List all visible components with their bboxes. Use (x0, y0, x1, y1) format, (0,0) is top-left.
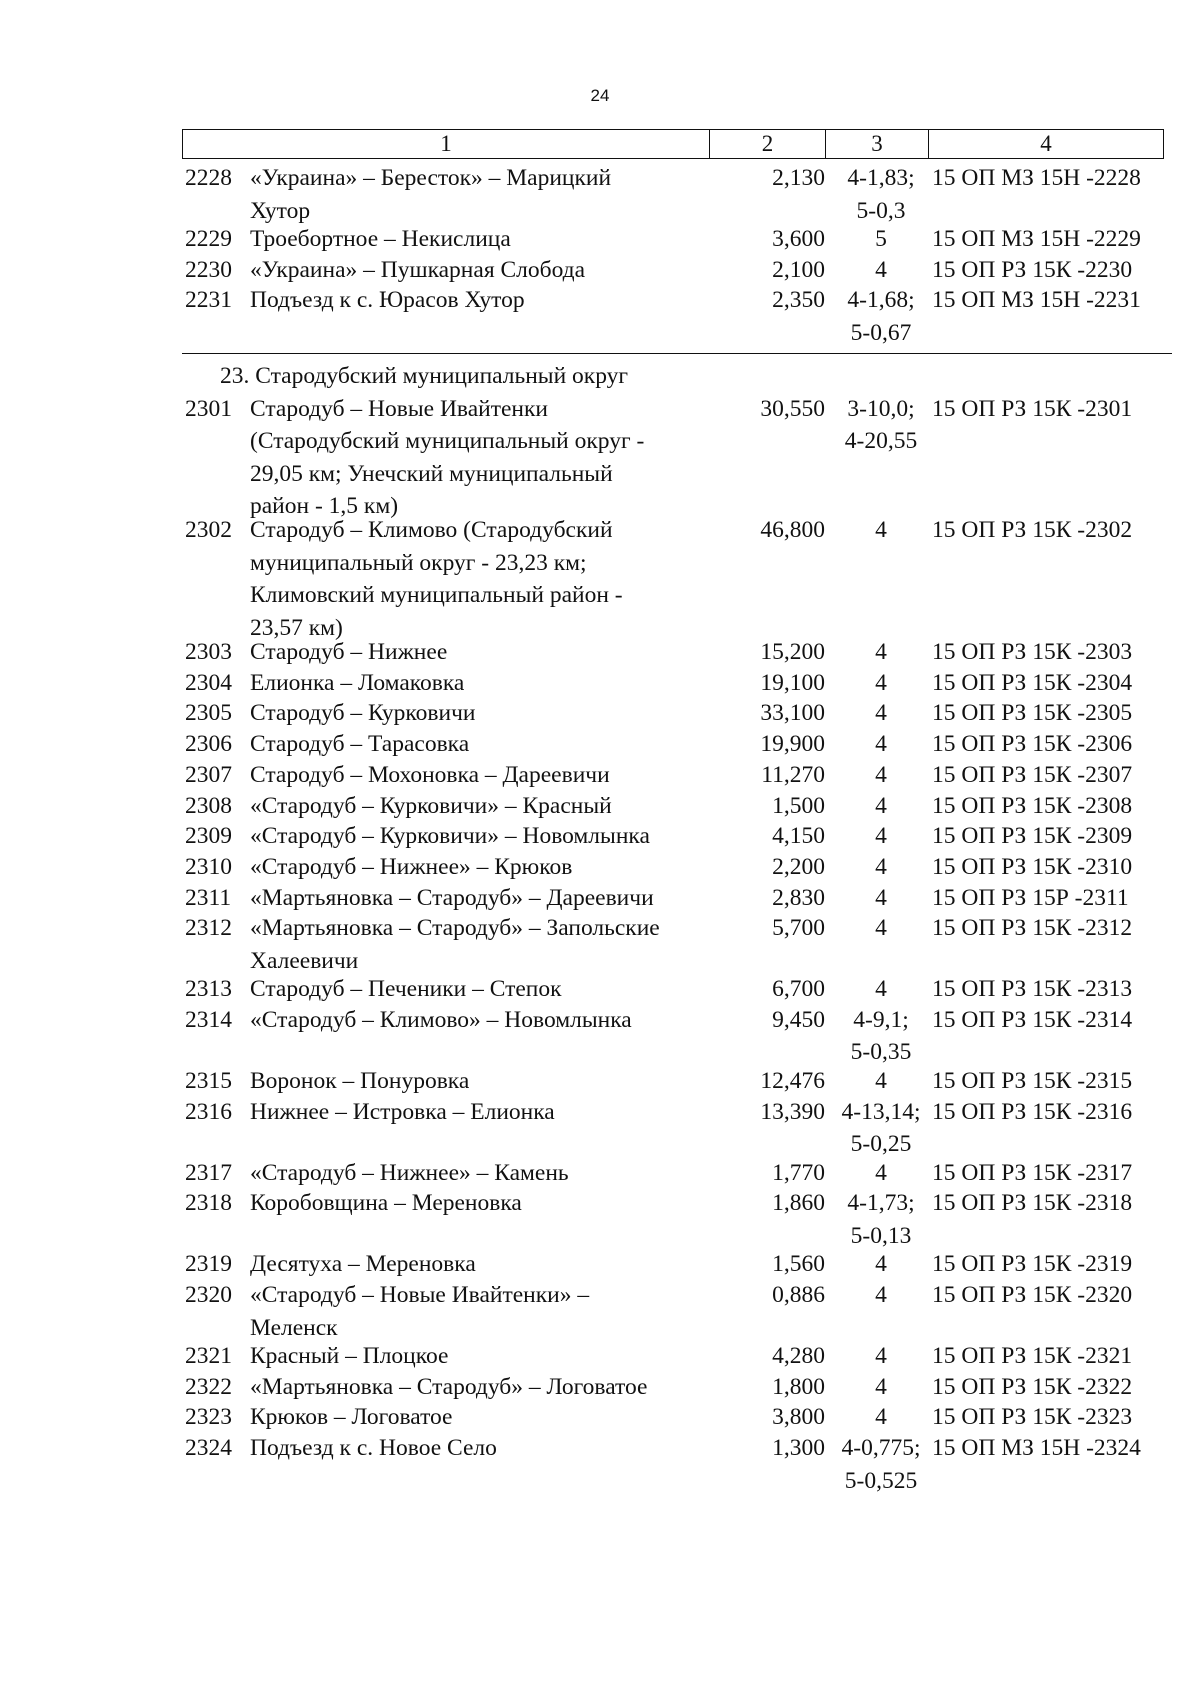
road-name-line: «Стародуб – Нижнее» – Камень (250, 1159, 569, 1186)
road-name (250, 1371, 720, 1404)
table-row (182, 1432, 1172, 1493)
road-name (250, 882, 720, 915)
road-name (250, 514, 720, 644)
road-id: 15 ОП РЗ 15К -2321 (932, 1343, 1133, 1369)
road-category-line: 5-0,3 (856, 197, 906, 224)
road-number: 2308 (185, 792, 232, 819)
table-row (182, 254, 1172, 285)
road-name (250, 1065, 720, 1098)
road-name-line: «Стародуб – Курковичи» – Красный (250, 792, 612, 819)
road-name (250, 1432, 720, 1465)
road-category (826, 393, 936, 458)
road-length: 19,100 (760, 669, 825, 696)
road-length: 9,450 (772, 1006, 825, 1033)
road-number: 2229 (185, 226, 232, 252)
road-id: 15 ОП РЗ 15К -2305 (932, 700, 1133, 727)
road-category (826, 1187, 936, 1252)
road-category-line: 5-0,35 (850, 1039, 912, 1066)
table-row (182, 912, 1172, 973)
road-name-line: Десятуха – Мереновка (250, 1251, 476, 1278)
road-length: 2,830 (772, 884, 825, 911)
table-row (182, 1371, 1172, 1402)
road-length: 1,860 (772, 1190, 825, 1217)
table-row (182, 1004, 1172, 1065)
road-length: 33,100 (760, 700, 825, 727)
road-name (250, 728, 720, 761)
road-name-line: «Стародуб – Климово» – Новомлынка (250, 1006, 632, 1033)
road-length: 1,560 (772, 1251, 825, 1278)
road-category-line: 4 (875, 517, 887, 544)
road-category-line: 5-0,13 (850, 1222, 912, 1249)
road-length: 15,200 (760, 639, 825, 666)
road-number: 2314 (185, 1006, 232, 1033)
road-table-body (182, 162, 1172, 1493)
road-name (250, 1279, 720, 1344)
road-name (250, 759, 720, 792)
road-category-line: 4-20,55 (844, 428, 918, 455)
road-name-line: Стародуб – Новые Ивайтенки (250, 395, 548, 422)
road-number: 2309 (185, 823, 232, 850)
road-id: 15 ОП РЗ 15К -2319 (932, 1251, 1133, 1278)
road-id: 15 ОП МЗ 15Н -2324 (932, 1435, 1141, 1462)
road-category-line: 4-13,14; (841, 1098, 921, 1125)
rows-group-23 (182, 393, 1172, 1493)
road-number: 2311 (185, 884, 232, 911)
table-row (182, 162, 1172, 223)
road-id: 15 ОП МЗ 15Н -2231 (932, 287, 1141, 314)
road-name-line: «Украина» – Бересток» – Марицкий (250, 165, 612, 191)
road-name-line: Воронок – Понуровка (250, 1067, 470, 1094)
road-number: 2324 (185, 1435, 232, 1462)
page-number: 24 (590, 86, 610, 105)
header-col-1: 1 (183, 130, 710, 158)
road-id: 15 ОП РЗ 15К -2316 (932, 1098, 1133, 1125)
road-category-line: 4-1,83; (847, 165, 915, 191)
road-name-line: «Стародуб – Новые Ивайтенки» – (250, 1282, 590, 1308)
road-name-line: «Стародуб – Курковичи» – Новомлынка (250, 823, 650, 850)
road-name (250, 820, 720, 853)
road-name (250, 393, 720, 523)
road-id: 15 ОП РЗ 15К -2314 (932, 1006, 1133, 1033)
road-name (250, 162, 720, 227)
road-length: 1,300 (772, 1435, 825, 1462)
road-name-line: Подъезд к с. Юрасов Хутор (250, 287, 525, 314)
road-length: 46,800 (760, 517, 825, 544)
road-category (826, 1401, 936, 1434)
road-category (826, 1157, 936, 1190)
table-row (182, 393, 1172, 520)
road-length: 30,550 (760, 395, 825, 422)
road-id: 15 ОП РЗ 15К -2307 (932, 761, 1133, 788)
road-length: 5,700 (772, 915, 825, 942)
road-id: 15 ОП РЗ 15К -2306 (932, 731, 1133, 758)
road-length: 4,150 (772, 823, 825, 850)
table-row (182, 1401, 1172, 1432)
road-length: 1,800 (772, 1373, 825, 1400)
road-category-line: 4 (875, 256, 887, 283)
road-id: 15 ОП РЗ 15К -2309 (932, 823, 1133, 850)
road-number: 2305 (185, 700, 232, 727)
section-divider (182, 345, 1172, 354)
header-col-2: 2 (710, 130, 826, 158)
table-row (182, 728, 1172, 759)
road-category (826, 1248, 936, 1281)
road-name-line: Климовский муниципальный район - (250, 582, 623, 609)
table-row (182, 667, 1172, 698)
road-category (826, 790, 936, 823)
road-name (250, 1340, 720, 1373)
road-id: 15 ОП РЗ 15К -2313 (932, 976, 1133, 1003)
road-name-line: Нижнее – Истровка – Елионка (250, 1098, 555, 1125)
road-name-line: Меленск (250, 1314, 338, 1341)
road-number: 2317 (185, 1159, 232, 1186)
road-id: 15 ОП РЗ 15К -2230 (932, 256, 1133, 283)
table-header (182, 129, 1164, 159)
road-length: 1,500 (772, 792, 825, 819)
road-category-line: 5-0,25 (850, 1131, 912, 1158)
road-category-line: 3-10,0; (847, 395, 915, 422)
table-row (182, 1340, 1172, 1371)
road-category-line: 4 (875, 639, 887, 666)
road-name-line: Стародуб – Курковичи (250, 700, 476, 727)
road-id: 15 ОП РЗ 15К -2302 (932, 517, 1133, 544)
road-category-line: 4 (875, 853, 887, 880)
table-row (182, 1096, 1172, 1157)
header-col-3: 3 (826, 130, 929, 158)
road-category-line: 4 (875, 1404, 887, 1431)
road-number: 2303 (185, 639, 232, 666)
table-row (182, 790, 1172, 821)
road-id: 15 ОП РЗ 15Р -2311 (932, 884, 1129, 911)
road-category-line: 4-1,73; (847, 1190, 915, 1217)
road-length: 13,390 (760, 1098, 825, 1125)
road-length: 2,100 (772, 256, 825, 283)
road-category-line: 4 (875, 1282, 887, 1308)
road-length: 3,600 (772, 226, 825, 252)
road-category-line: 4 (875, 792, 887, 819)
road-name-line: «Мартьяновка – Стародуб» – Дареевичи (250, 884, 654, 911)
road-id: 15 ОП РЗ 15К -2323 (932, 1404, 1133, 1431)
road-category (826, 1371, 936, 1404)
road-length: 11,270 (761, 761, 825, 788)
road-category-line: 4 (875, 1343, 887, 1369)
road-name (250, 284, 720, 317)
road-category (826, 973, 936, 1006)
table-row (182, 284, 1172, 345)
road-id: 15 ОП МЗ 15Н -2229 (932, 226, 1141, 252)
road-category (826, 514, 936, 547)
road-length: 2,130 (772, 165, 825, 191)
road-category (826, 1279, 936, 1312)
road-number: 2315 (185, 1067, 232, 1094)
road-length: 6,700 (772, 976, 825, 1003)
road-name (250, 790, 720, 823)
road-number: 2322 (185, 1373, 232, 1400)
road-number: 2321 (185, 1343, 232, 1369)
road-category (826, 254, 936, 287)
road-number: 2318 (185, 1190, 232, 1217)
road-id: 15 ОП РЗ 15К -2310 (932, 853, 1133, 880)
table-row (182, 636, 1172, 667)
road-name (250, 1248, 720, 1281)
road-category-line: 4 (875, 1373, 887, 1400)
header-col-4: 4 (1040, 131, 1052, 156)
road-name-line: район - 1,5 км) (250, 493, 399, 520)
road-name-line: Стародуб – Печеники – Степок (250, 976, 562, 1003)
road-id: 15 ОП РЗ 15К -2308 (932, 792, 1133, 819)
road-name-line: Стародуб – Тарасовка (250, 731, 470, 758)
road-number: 2302 (185, 517, 232, 544)
road-category (826, 1340, 936, 1373)
road-number: 2316 (185, 1098, 232, 1125)
road-id: 15 ОП РЗ 15К -2303 (932, 639, 1133, 666)
road-category-line: 4 (875, 669, 887, 696)
road-name-line: «Стародуб – Нижнее» – Крюков (250, 853, 573, 880)
road-category-line: 4-1,68; (847, 287, 915, 314)
road-id: 15 ОП РЗ 15К -2318 (932, 1190, 1133, 1217)
table-row (182, 223, 1172, 254)
road-category (826, 223, 936, 256)
road-category-line: 5-0,67 (850, 319, 912, 346)
road-name-line: Елионка – Ломаковка (250, 669, 465, 696)
road-category (826, 882, 936, 915)
road-name (250, 1401, 720, 1434)
road-name-line: «Мартьяновка – Стародуб» – Логоватое (250, 1373, 648, 1400)
table-row (182, 820, 1172, 851)
road-name-line: Крюков – Логоватое (250, 1404, 453, 1431)
road-category-line: 4 (875, 731, 887, 758)
road-name-line: Стародуб – Нижнее (250, 639, 448, 666)
road-number: 2306 (185, 731, 232, 758)
road-category (826, 820, 936, 853)
road-id: 15 ОП МЗ 15Н -2228 (932, 165, 1141, 191)
road-category (826, 162, 936, 227)
road-category (826, 284, 936, 349)
road-id: 15 ОП РЗ 15К -2312 (932, 915, 1133, 942)
road-category-line: 4 (875, 915, 887, 942)
road-length: 3,800 (772, 1404, 825, 1431)
road-name (250, 973, 720, 1006)
road-id: 15 ОП РЗ 15К -2317 (932, 1159, 1133, 1186)
road-name (250, 636, 720, 669)
road-category-line: 4 (875, 700, 887, 727)
road-length: 2,200 (772, 853, 825, 880)
road-name (250, 1004, 720, 1037)
road-category (826, 851, 936, 884)
table-row (182, 882, 1172, 913)
road-id: 15 ОП РЗ 15К -2304 (932, 669, 1133, 696)
road-id: 15 ОП РЗ 15К -2322 (932, 1373, 1133, 1400)
road-category-line: 4 (875, 976, 887, 1003)
table-row (182, 697, 1172, 728)
table-row (182, 1065, 1172, 1096)
table-row (182, 1157, 1172, 1188)
road-category-line: 4-9,1; (853, 1006, 909, 1033)
table-row (182, 1187, 1172, 1248)
road-number: 2320 (185, 1282, 232, 1308)
road-id: 15 ОП РЗ 15К -2315 (932, 1067, 1133, 1094)
road-length: 19,900 (760, 731, 825, 758)
road-name (250, 1187, 720, 1220)
road-name-line: 29,05 км; Унечский муниципальный (250, 460, 613, 487)
road-name-line: Коробовщина – Мереновка (250, 1190, 522, 1217)
road-category-line: 4 (875, 1159, 887, 1186)
road-name (250, 1096, 720, 1129)
table-row (182, 973, 1172, 1004)
road-name (250, 851, 720, 884)
road-category (826, 912, 936, 945)
road-category (826, 636, 936, 669)
road-length: 2,350 (772, 287, 825, 314)
road-length: 0,886 (772, 1282, 825, 1308)
road-name-line: Подъезд к с. Новое Село (250, 1435, 497, 1462)
road-name-line: Стародуб – Мохоновка – Дареевичи (250, 761, 610, 788)
road-number: 2301 (185, 395, 232, 422)
road-id: 15 ОП РЗ 15К -2301 (932, 395, 1133, 422)
road-number: 2319 (185, 1251, 232, 1278)
road-category (826, 697, 936, 730)
road-name-line: муниципальный округ - 23,23 км; (250, 549, 587, 576)
road-number: 2307 (185, 761, 232, 788)
table-row (182, 1279, 1172, 1340)
road-category-line: 4 (875, 884, 887, 911)
road-name-line: (Стародубский муниципальный округ - (250, 428, 645, 455)
road-name (250, 223, 720, 256)
road-category-line: 4 (875, 761, 887, 788)
road-length: 4,280 (772, 1343, 825, 1369)
section-title: 23. Стародубский муниципальный округ (220, 363, 629, 390)
road-length: 1,770 (772, 1159, 825, 1186)
road-name-line: Халеевичи (250, 947, 359, 974)
road-name (250, 697, 720, 730)
rows-group-22 (182, 162, 1172, 345)
table-row (182, 1248, 1172, 1279)
table-row (182, 514, 1172, 641)
road-category (826, 1432, 936, 1497)
road-category-line: 4 (875, 1251, 887, 1278)
road-name-line: «Украина» – Пушкарная Слобода (250, 256, 586, 283)
road-category (826, 728, 936, 761)
table-row (182, 851, 1172, 882)
road-number: 2230 (185, 256, 232, 283)
road-category (826, 759, 936, 792)
road-name (250, 667, 720, 700)
table-row (182, 759, 1172, 790)
road-category (826, 1065, 936, 1098)
road-number: 2228 (185, 165, 232, 191)
road-number: 2323 (185, 1404, 232, 1431)
road-name-line: Красный – Плоцкое (250, 1343, 449, 1369)
road-name-line: Стародуб – Климово (Стародубский (250, 517, 613, 544)
road-category-line: 4-0,775; (841, 1435, 921, 1462)
road-number: 2310 (185, 853, 232, 880)
road-name-line: Хутор (250, 197, 311, 224)
road-name (250, 254, 720, 287)
road-name-line: Троебортное – Некислица (250, 226, 511, 252)
road-number: 2313 (185, 976, 232, 1003)
road-category (826, 1096, 936, 1161)
road-name (250, 1157, 720, 1190)
road-name-line: «Мартьяновка – Стародуб» – Запольские (250, 915, 660, 942)
road-number: 2312 (185, 915, 232, 942)
road-length: 12,476 (760, 1067, 825, 1094)
road-number: 2231 (185, 287, 232, 314)
road-name (250, 912, 720, 977)
road-number: 2304 (185, 669, 232, 696)
road-category-line: 4 (875, 823, 887, 850)
road-category-line: 4 (875, 1067, 887, 1094)
road-name-line: 23,57 км) (250, 614, 343, 641)
road-category-line: 5-0,525 (844, 1467, 918, 1494)
road-category (826, 667, 936, 700)
road-id: 15 ОП РЗ 15К -2320 (932, 1282, 1133, 1308)
road-category (826, 1004, 936, 1069)
road-category-line: 5 (875, 226, 887, 252)
